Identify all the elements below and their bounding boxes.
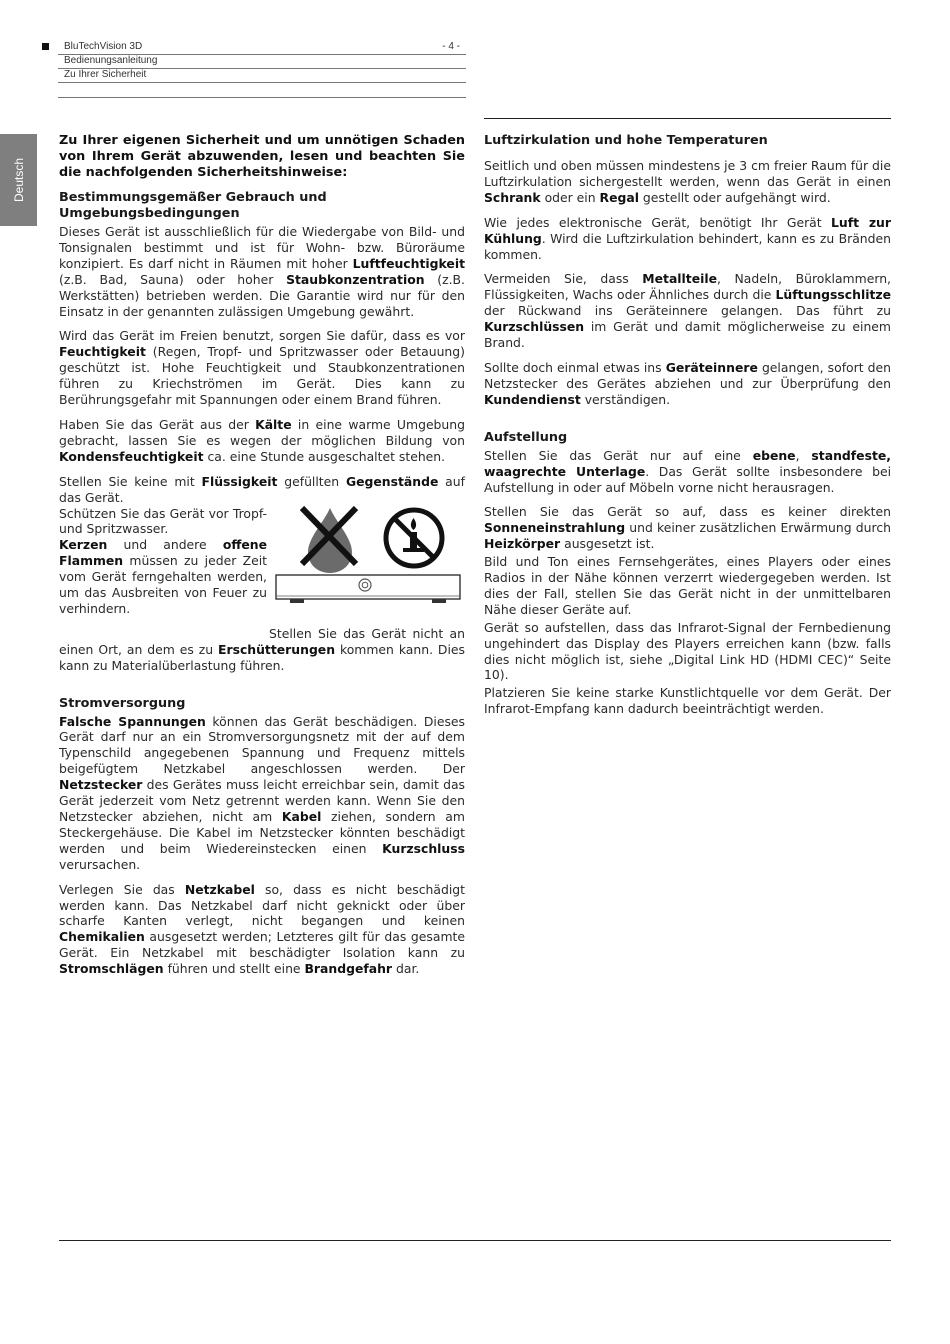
paragraph: Gerät so aufstellen, dass das Infrarot-Signal der Fernbedienung ungehindert das Display des Players erreichen kann (bzw. falls dies nicht möglich ist, siehe „Digital Link HD (HDMI CEC)“ Seite 10).	[484, 619, 891, 683]
paragraph: Haben Sie das Gerät aus der Kälte in eine warme Umgebung gebracht, lassen Sie es wegen der möglichen Bildung von Kondensfeuchtigkeit ca. eine Stunde ausgeschaltet stehen.	[59, 416, 465, 464]
no-liquid-icon	[302, 508, 356, 573]
emphasis-text: Feuchtigkeit	[59, 344, 146, 360]
header-divider	[58, 97, 466, 98]
emphasis-text: Geräteinnere	[665, 359, 758, 375]
no-open-flame-icon	[386, 510, 442, 566]
emphasis-text: Sonneneinstrahlung	[484, 520, 626, 536]
paragraph: Stellen Sie keine mit Flüssigkeit gefüllten Gegenstände auf das Gerät.	[59, 473, 465, 505]
paragraph: Stellen Sie das Gerät so auf, dass es keiner direkten Sonneneinstrahlung und keiner zusätzlichen Erwärmung durch Heizkörper ausgesetzt ist.	[484, 504, 891, 552]
emphasis-text: Kerzen	[59, 537, 108, 553]
emphasis-text: Kabel	[281, 809, 322, 824]
emphasis-text: offene Flammen	[59, 537, 267, 569]
emphasis-text: Lüftungsschlitze	[775, 287, 891, 303]
section-heading-airflow: Luftzirkulation und hohe Temperaturen	[484, 133, 768, 148]
header-manual-row	[58, 54, 466, 69]
paragraph: Falsche Spannungen können das Gerät beschädigen. Dieses Gerät darf nur an ein Stromversorgungsnetz mit der auf dem Typenschild angegebenen Spannung und Frequenz mittels beigefügtem Netzkabel angeschlossen werden. Der Netzstecker des Gerätes muss leicht erreichbar sein, damit das Gerät jederzeit vom Netz getrennt werden kann. Wenn Sie den Netzstecker abziehen, nicht am Kabel ziehen, sondern am Steckergehäuse. Die Kabel im Netzstecker könnten beschädigt werden und beim Wiedereinstecken einen Kurzschluss verursachen.	[59, 713, 465, 872]
paragraph: Sollte doch einmal etwas ins Geräteinnere gelangen, sofort den Netzstecker des Gerätes abziehen und zur Überprüfung den Kundendienst verständigen.	[484, 359, 891, 407]
language-tab-label: Deutsch	[11, 157, 26, 203]
wrapped-text	[59, 506, 267, 617]
emphasis-text: Staubkonzentration	[286, 271, 425, 287]
safety-figure	[272, 504, 464, 606]
section-heading-power: Stromversorgung	[59, 695, 186, 711]
language-tab	[0, 134, 37, 226]
page-number: - 4 -	[442, 41, 460, 52]
emphasis-text: Erschütterungen	[218, 641, 336, 657]
paragraph: Vermeiden Sie, dass Metallteile, Nadeln, Büroklammern, Flüssigkeiten, Wachs oder Ähnliches durch die Lüftungsschlitze der Rückwand ins Geräteinnere gelangen. Das führt zu Kurzschlüssen im Gerät und damit möglicherweise zu einem Brand.	[484, 271, 891, 351]
emphasis-text: Chemikalien	[59, 929, 145, 945]
emphasis-text: Kundendienst	[484, 391, 581, 407]
paragraph: Verlegen Sie das Netzkabel so, dass es nicht beschädigt werden kann. Das Netzkabel darf nicht geknickt oder über scharfe Kanten verlegt, nicht begangen und keinen Chemikalien ausgesetzt werden; Letzteres gilt für das gesamte Gerät. Ein Netzkabel mit beschädigter Isolation kann zu Stromschlägen führen und stellt eine Brandgefahr dar.	[59, 881, 465, 977]
emphasis-text: Stromschlägen	[59, 961, 164, 977]
emphasis-text: Kondensfeuchtigkeit	[59, 448, 204, 464]
paragraph: Dieses Gerät ist ausschließlich für die Wiedergabe von Bild- und Tonsignalen bestimmt und ist für Wohn- bzw. Büroräume konzipiert. Es darf nicht in Räumen mit hoher Luftfeuchtigkeit (z.B. Bad, Sauna) oder hoher Staubkonzentration (z.B. Werkstätten) betrieben werden. Die Garantie wird nur für den Einsatz in der genannten zulässigen Umgebung gewährt.	[59, 224, 465, 319]
header-square-icon	[42, 43, 49, 50]
emphasis-text: ebene	[752, 447, 796, 463]
device-illustration	[276, 575, 460, 603]
emphasis-text: Kurzschluss	[382, 840, 465, 856]
paragraph: Wie jedes elektronische Gerät, benötigt Ihr Gerät Luft zur Kühlung. Wird die Luftzirkulation behindert, kann es zu Bränden kommen.	[484, 214, 891, 262]
section-heading-setup: Aufstellung	[484, 429, 568, 445]
paragraph: Platzieren Sie keine starke Kunstlichtquelle vor dem Gerät. Der Infrarot-Empfang kann dadurch beeinträchtigt werden.	[484, 685, 891, 717]
emphasis-text: standfeste, waagrechte Unterlage	[484, 447, 891, 479]
paragraph: Bild und Ton eines Fernsehgerätes, eines Players oder eines Radios in der Nähe können verzerrt wiedergegeben werden. Ist dies der Fall, stellen Sie das Gerät nicht in der unmittelbaren Nähe dieser Geräte auf.	[484, 554, 891, 617]
emphasis-text: Kurzschlüssen	[484, 319, 585, 335]
section-heading-usage: Bestimmungsgemäßer Gebrauch und Umgebungsbedingungen	[59, 190, 327, 221]
paragraph: Seitlich und oben müssen mindestens je 3 cm freier Raum für die Luftzirkulation sichergestellt werden, wenn das Gerät in einen Schrank oder ein Regal gestellt oder aufgehängt wird.	[484, 158, 891, 205]
paragraph-body: Stellen Sie das Gerät nicht an einen Ort, an dem es zu Erschütterungen kommen kann. Dies kann zu Materialüberlastung führen.	[59, 625, 465, 673]
emphasis-text: Flüssigkeit	[201, 473, 278, 489]
header-product-row	[58, 40, 466, 55]
emphasis-text: Heizkörper	[484, 536, 561, 552]
intro-text: Zu Ihrer eigenen Sicherheit und um unnötigen Schaden von Ihrem Gerät abzuwenden, lesen und beachten Sie die nachfolgenden Sicherheitshinweise:	[59, 133, 465, 180]
emphasis-text: Luftfeuchtigkeit	[352, 255, 465, 271]
paragraph: Wird das Gerät im Freien benutzt, sorgen Sie dafür, dass es vor Feuchtigkeit (Regen, Tropf- und Spritzwasser oder Betauung) geschützt ist. Hohe Feuchtigkeit und Staubkonzentrationen führen zu Kriechströmen im Gerät. Dies kann zu Berührungsgefahr mit Spannungen oder einem Brand führen.	[59, 328, 465, 408]
paragraph: Kerzen und andere offene Flammen müssen zu jeder Zeit vom Gerät ferngehalten werden, um das Ausbreiten von Feuer zu verhindern.	[59, 537, 267, 616]
emphasis-text: Kälte	[255, 416, 292, 432]
header-manual: Bedienungsanleitung	[64, 55, 158, 66]
header-section-row	[58, 68, 466, 83]
bottom-divider	[59, 1240, 891, 1241]
emphasis-text: Regal	[599, 189, 639, 205]
header-section: Zu Ihrer Sicherheit	[64, 69, 147, 80]
emphasis-text: Gegenstände	[345, 473, 439, 489]
paragraph: Schützen Sie das Gerät vor Tropf- und Spritzwasser.	[59, 505, 267, 537]
right-column	[484, 133, 891, 717]
emphasis-text: Luft zur Kühlung	[484, 214, 891, 246]
emphasis-text: Falsche Spannungen	[59, 713, 206, 729]
paragraph: Stellen Sie das Gerät nur auf eine ebene, standfeste, waagrechte Unterlage. Das Gerät sollte insbesondere bei Aufstellung in oder auf Möbeln vorne nicht herausragen.	[484, 447, 892, 495]
emphasis-text: Netzkabel	[184, 881, 255, 897]
paragraph	[59, 626, 465, 674]
emphasis-text: Schrank	[484, 189, 541, 205]
top-divider	[484, 118, 891, 119]
header-product: BluTechVision 3D	[64, 41, 143, 52]
emphasis-text: Brandgefahr	[304, 961, 393, 977]
emphasis-text: Netzstecker	[59, 777, 143, 793]
emphasis-text: Metallteile	[642, 271, 718, 287]
